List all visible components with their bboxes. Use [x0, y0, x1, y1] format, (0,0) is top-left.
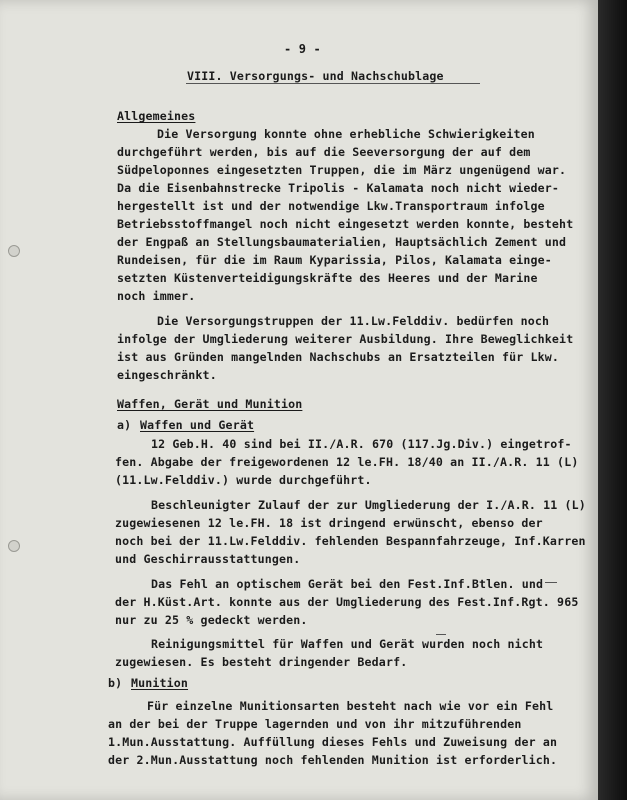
- text-line: Da die Eisenbahnstrecke Tripolis - Kalamata noch nicht wieder-: [117, 181, 560, 195]
- text-line: 1.Mun.Ausstattung. Auffüllung dieses Fehls und Zuweisung der an: [108, 735, 558, 749]
- text-line: eingeschränkt.: [117, 368, 217, 382]
- text-line: setzten Küstenverteidigungskräfte des Heeres und der Marine: [117, 271, 538, 285]
- heading-waffen-geraet-munition: Waffen, Gerät und Munition: [117, 397, 303, 411]
- text-line: noch bei der 11.Lw.Felddiv. fehlenden Bespannfahrzeuge, Inf.Karren: [115, 534, 586, 548]
- text-line: Beschleunigter Zulauf der zur Umgliederung der I./A.R. 11 (L): [151, 498, 586, 512]
- text-line: Das Fehl an optischem Gerät bei den Fest.Inf.Btlen. und: [151, 577, 544, 591]
- text-line: infolge der Umgliederung weiterer Ausbildung. Ihre Beweglichkeit: [117, 332, 574, 346]
- text-line: Südpeloponnes eingesetzten Truppen, die im März ungenügend war.: [117, 163, 567, 177]
- section-title: VIII. Versorgungs- und Nachschublage: [187, 69, 444, 83]
- text-line: 12 Geb.H. 40 sind bei II./A.R. 670 (117.Jg.Div.) eingetrof-: [151, 437, 572, 451]
- text-line: Betriebsstoffmangel noch nicht eingesetzt werden konnte, besteht: [117, 217, 574, 231]
- text-line: durchgeführt werden, bis auf die Seeversorgung der auf dem: [117, 145, 531, 159]
- punch-hole: [8, 245, 20, 257]
- page-number: - 9 -: [284, 42, 321, 56]
- text-line: noch immer.: [117, 289, 196, 303]
- text-line: fen. Abgabe der freigewordenen 12 le.FH. 18/40 an II./A.R. 11 (L): [115, 455, 579, 469]
- subheading-waffen-und-geraet: Waffen und Gerät: [140, 418, 255, 432]
- heading-allgemeines: Allgemeines: [117, 109, 196, 123]
- text-line: und Geschirrausstattungen.: [115, 552, 301, 566]
- text-line: zugewiesenen 12 le.FH. 18 ist dringend erwünscht, ebenso der: [115, 516, 543, 530]
- punch-hole: [8, 540, 20, 552]
- scan-edge-shadow: [598, 0, 627, 800]
- subheading-prefix-a: a): [117, 418, 132, 432]
- text-line: Die Versorgungstruppen der 11.Lw.Felddiv. bedürfen noch: [157, 314, 550, 328]
- text-line: der 2.Mun.Ausstattung noch fehlenden Munition ist erforderlich.: [108, 753, 558, 767]
- text-line: Für einzelne Munitionsarten besteht nach wie vor ein Fehl: [147, 699, 554, 713]
- text-line: zugewiesen. Es besteht dringender Bedarf.: [115, 655, 408, 669]
- text-line: nur zu 25 % gedeckt werden.: [115, 613, 308, 627]
- pencil-mark: [545, 582, 557, 583]
- text-line: Die Versorgung konnte ohne erhebliche Schwierigkeiten: [157, 127, 535, 141]
- text-line: der Engpaß an Stellungsbaumaterialien, Hauptsächlich Zement und: [117, 235, 567, 249]
- text-line: der H.Küst.Art. konnte aus der Umgliederung des Fest.Inf.Rgt. 965: [115, 595, 579, 609]
- subheading-munition: Munition: [131, 676, 189, 690]
- title-underline: [186, 83, 480, 84]
- subheading-prefix-b: b): [108, 676, 123, 690]
- pencil-mark: [436, 634, 446, 635]
- text-line: an der bei der Truppe lagernden und von ihr mitzuführenden: [108, 717, 522, 731]
- text-line: ist aus Gründen mangelnden Nachschubs an Ersatzteilen für Lkw.: [117, 350, 560, 364]
- text-line: Reinigungsmittel für Waffen und Gerät wurden noch nicht: [151, 637, 544, 651]
- text-line: (11.Lw.Felddiv.) wurde durchgeführt.: [115, 473, 372, 487]
- text-line: hergestellt ist und der notwendige Lkw.Transportraum infolge: [117, 199, 545, 213]
- text-line: Rundeisen, für die im Raum Kyparissia, Pilos, Kalamata einge-: [117, 253, 552, 267]
